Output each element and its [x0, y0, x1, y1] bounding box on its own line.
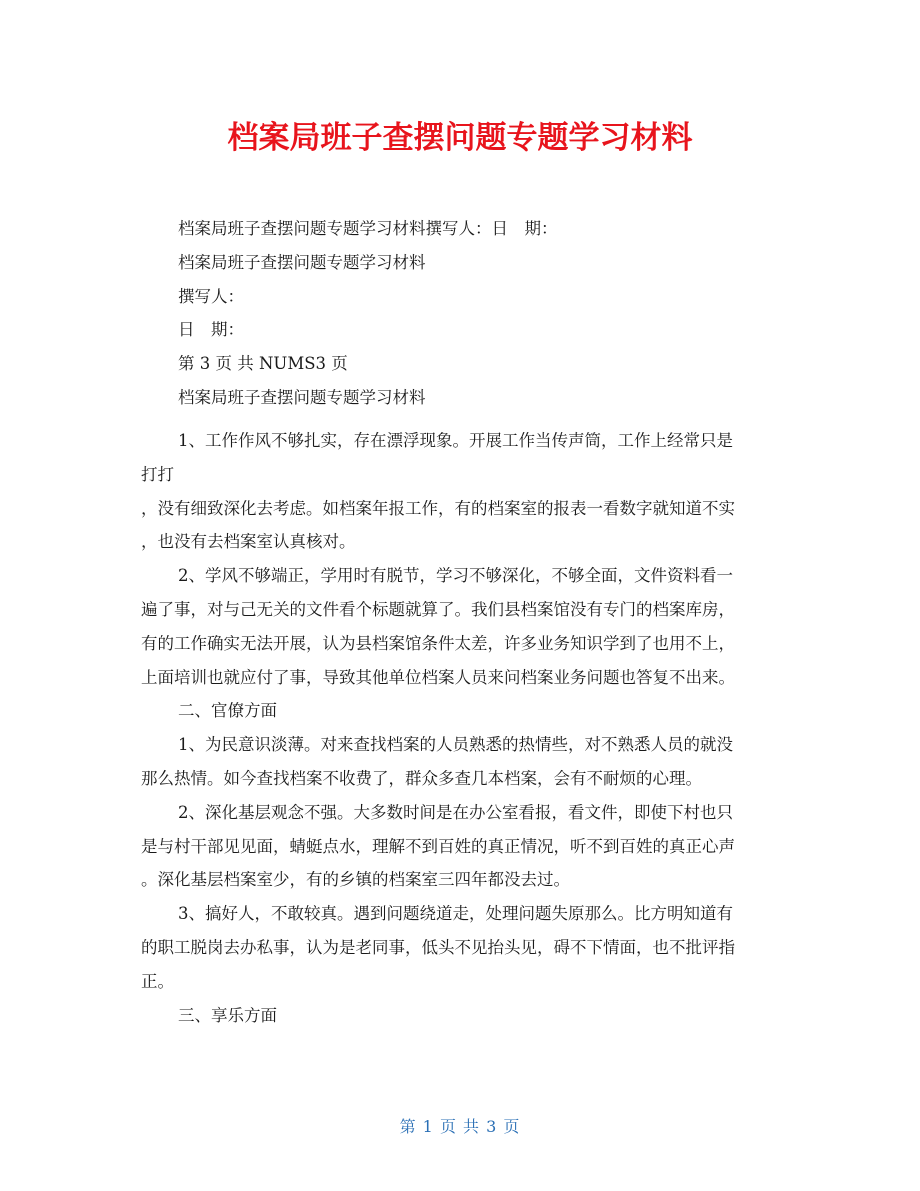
- p4-line-3: 。深化基层档案室少，有的乡镇的档案室三四年都没去过。: [141, 870, 570, 890]
- p5-line-3: 正。: [141, 971, 174, 991]
- p5-line-1: 3、搞好人，不敢较真。遇到问题绕道走，处理问题失原那么。比方明知道有: [178, 904, 733, 924]
- p2-line-2: 遍了事，对与己无关的文件看个标题就算了。我们县档案馆没有专门的档案库房，: [141, 599, 735, 619]
- section-heading-2: 二、官僚方面: [178, 701, 277, 721]
- p2-line-4: 上面培训也就应付了事，导致其他单位档案人员来问档案业务问题也答复不出来。: [141, 667, 735, 687]
- section-heading-3: 三、享乐方面: [178, 1005, 277, 1025]
- p4-line-2: 是与村干部见见面，蜻蜓点水，理解不到百姓的真正情况，听不到百姓的真正心声: [141, 836, 735, 856]
- header-line-1: 档案局班子查摆问题专题学习材料撰写人：日 期：: [178, 219, 558, 238]
- p1-line-3: ，没有细致深化去考虑。如档案年报工作，有的档案室的报表一看数字就知道不实: [141, 498, 735, 518]
- p1-line-1: 1、工作作风不够扎实，存在漂浮现象。开展工作当传声筒，工作上经常只是: [178, 431, 733, 450]
- p5-line-2: 的职工脱岗去办私事，认为是老同事，低头不见抬头见，碍不下情面，也不批评指: [141, 937, 735, 957]
- p2-line-3: 有的工作确实无法开展，认为县档案馆条件太差，许多业务知识学到了也用不上，: [141, 633, 735, 653]
- page-footer: 第 1 页 共 3 页: [399, 1117, 521, 1136]
- header-line-2: 档案局班子查摆问题专题学习材料: [178, 252, 426, 272]
- header-line-5: 第 3 页 共 NUMS3 页: [178, 354, 348, 374]
- p4-line-1: 2、深化基层观念不强。大多数时间是在办公室看报，看文件，即使下村也只: [178, 802, 733, 822]
- header-block: [178, 212, 800, 415]
- p3-line-2: 那么热情。如今查找档案不收费了，群众多查几本档案，会有不耐烦的心理。: [141, 768, 702, 788]
- p1-line-2: 打打: [141, 464, 174, 484]
- header-line-6: 档案局班子查摆问题专题学习材料: [178, 387, 426, 407]
- header-line-3: 撰写人：: [178, 286, 244, 306]
- p3-line-1: 1、为民意识淡薄。对来查找档案的人员熟悉的热情些，对不熟悉人员的就没: [178, 735, 733, 755]
- body-text: [141, 424, 800, 1032]
- p2-line-1: 2、学风不够端正，学用时有脱节，学习不够深化，不够全面，文件资料看一: [178, 566, 733, 586]
- document-title: 档案局班子查摆问题专题学习材料: [227, 120, 693, 156]
- p1-line-4: ，也没有去档案室认真核对。: [141, 532, 356, 552]
- header-line-4: 日 期：: [178, 320, 244, 340]
